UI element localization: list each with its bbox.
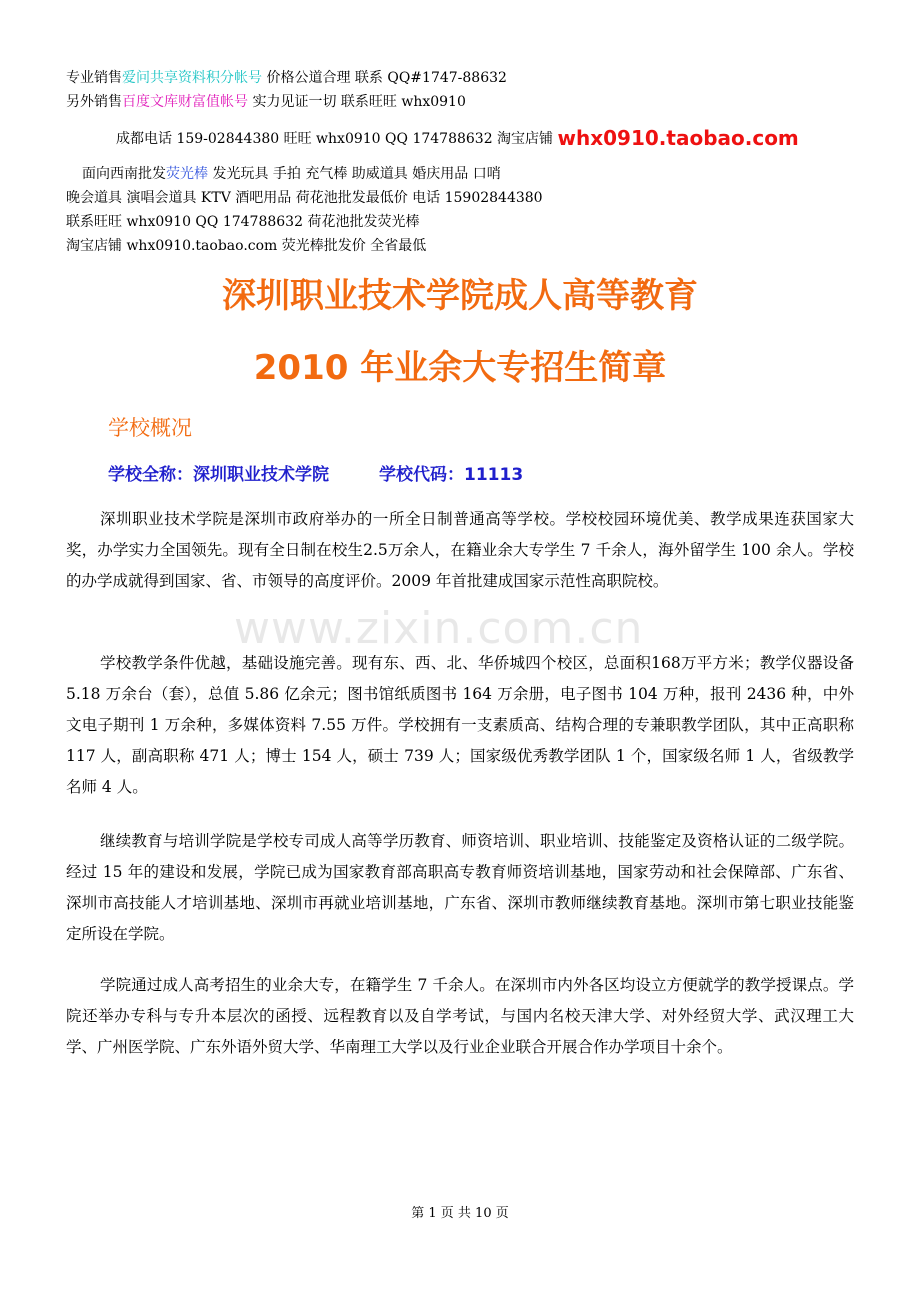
ad-shop-link[interactable]: whx0910.taobao.com [557,126,799,150]
school-full-name: 学校全称：深圳职业技术学院 [108,465,329,485]
ad-line-7: 淘宝店铺 whx0910.taobao.com 荧光棒批发价 全省最低 [66,238,427,254]
document-title-line-1: 深圳职业技术学院成人高等教育 [222,276,698,316]
ad-line-1-highlight: 爱问共享资料积分帐号 [122,70,262,86]
paragraph-4: 学院通过成人高考招生的业余大专，在籍学生 7 千余人。在深圳市内外各区均设立方便就学的教学授课点。学院还举办专科与专升本层次的函授、远程教育以及自学考试，与国内名校天津大学、对外经贸大学、武汉理工大学、广州医学院、广东外语外贸大学、华南理工大学以及行业企业联合开展合作办学项目十余个。 [66,976,854,1056]
document-title-line-2: 2010 年业余大专招生简章 [253,348,667,388]
ad-line-2-highlight: 百度文库财富值帐号 [122,94,248,110]
section-heading: 学校概况 [108,416,192,440]
page-footer: 第 1 页 共 10 页 [411,1206,509,1221]
ad-line-2 [66,92,466,112]
ad-line-4 [82,164,501,184]
school-info [108,462,523,488]
ad-line-1-post: 价格公道合理 联系 QQ#1747-88632 [262,70,507,86]
paragraph-3: 继续教育与培训学院是学校专司成人高等学历教育、师资培训、职业培训、技能鉴定及资格认证的二级学院。经过 15 年的建设和发展，学院已成为国家教育部高职高专教育师资培训基地，国家劳动和社会保障部、广东省、深圳市高技能人才培训基地、深圳市再就业培训基地，广东省、深圳市教师继续教育基地。深圳市第七职业技能鉴定所设在学院。 [66,832,854,943]
ad-line-4-post: 发光玩具 手拍 充气棒 助威道具 婚庆用品 口哨 [208,166,501,182]
ad-line-5: 晚会道具 演唱会道具 KTV 酒吧用品 荷花池批发最低价 电话 15902844380 [66,190,543,206]
ad-line-3-text: 成都电话 159-02844380 旺旺 whx0910 QQ 174788632 淘宝店铺 [116,131,558,147]
watermark: www.zixin.com.cn [234,603,644,654]
ad-line-2-pre: 另外销售 [66,94,122,110]
ad-line-6: 联系旺旺 whx0910 QQ 174788632 荷花池批发荧光棒 [66,214,420,230]
ad-line-4-pre: 面向西南批发 [82,166,166,182]
ad-line-2-post: 实力见证一切 联系旺旺 whx0910 [248,94,466,110]
ad-line-1 [66,68,507,88]
paragraph-1: 深圳职业技术学院是深圳市政府举办的一所全日制普通高等学校。学校校园环境优美、教学成果连获国家大奖，办学实力全国领先。现有全日制在校生2.5万余人，在籍业余大专学生 7 千余人，海外留学生 100 余人。学校的办学成就得到国家、省、市领导的高度评价。2009 年首批建成国家示范性高职院校。 [66,510,854,590]
school-code: 学校代码：11113 [379,465,524,485]
ad-line-3 [116,128,799,149]
paragraph-2: 学校教学条件优越，基础设施完善。现有东、西、北、华侨城四个校区，总面积168万平方米；教学仪器设备 5.18 万余台（套），总值 5.86 亿余元；图书馆纸质图书 164 万余册，电子图书 104 万种，报刊 2436 种，中外文电子期刊 1 万余种，多媒体资料 7.55 万件。学校拥有一支素质高、结构合理的专兼职教学团队，其中正高职称 117 人，副高职称 471 人；博士 154 人，硕士 739 人；国家级优秀教学团队 1 个，国家级名师 1 人，省级教学名师 4 人。 [66,654,854,796]
ad-line-4-highlight: 荧光棒 [166,166,208,182]
ad-line-1-pre: 专业销售 [66,70,122,86]
